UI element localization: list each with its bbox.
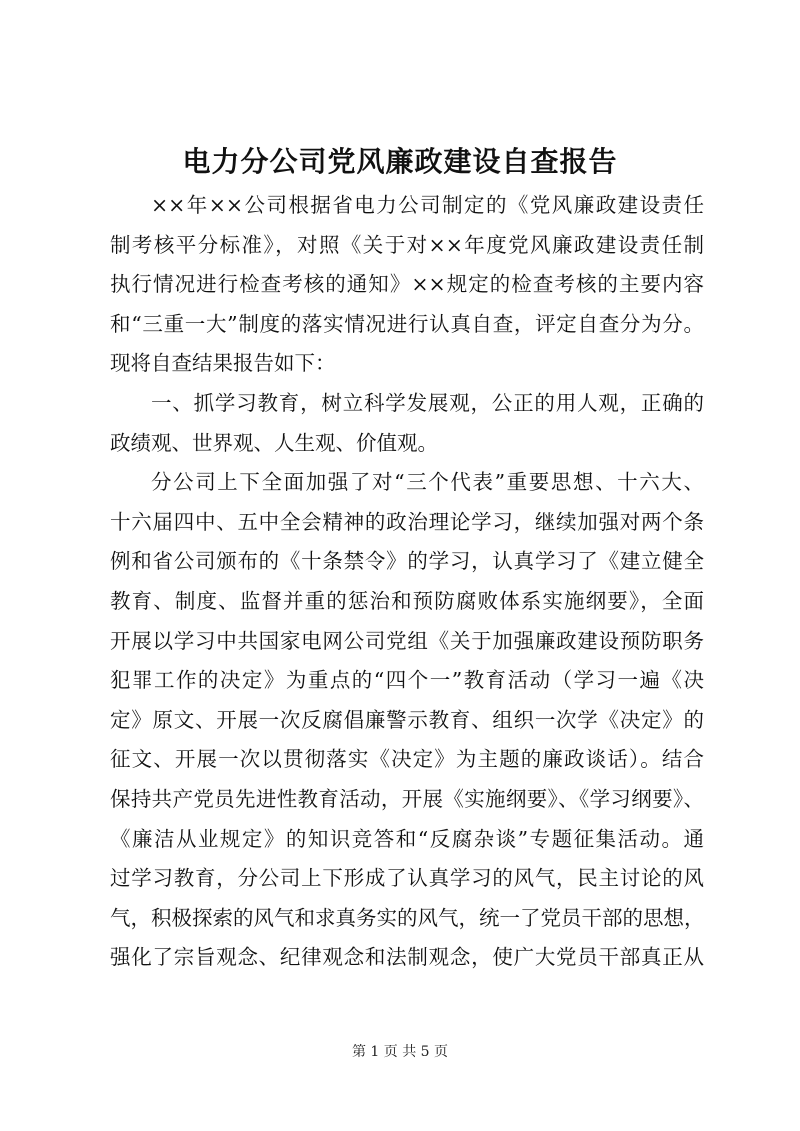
body-line: 犯罪工作的决定》为重点的“四个一”教育活动（学习一遍《决 bbox=[110, 668, 704, 693]
body-line: ××年××公司根据省电力公司制定的《党风廉政建设责任 bbox=[151, 193, 704, 217]
body-line: 强化了宗旨观念、纪律观念和法制观念，使广大党员干部真正从 bbox=[110, 945, 704, 970]
body-line: 十六届四中、五中全会精神的政治理论学习，继续加强对两个条 bbox=[110, 509, 704, 534]
document-body bbox=[110, 186, 704, 978]
body-line: 现将自查结果报告如下： bbox=[110, 351, 336, 376]
body-line: 过学习教育，分公司上下形成了认真学习的风气，民主讨论的风 bbox=[110, 866, 704, 891]
body-line: 制考核平分标准》，对照《关于对××年度党风廉政建设责任制 bbox=[110, 232, 704, 257]
document-title: 电力分公司党风廉政建设自查报告 bbox=[182, 145, 618, 178]
body-line: 开展以学习中共国家电网公司党组《关于加强廉政建设预防职务 bbox=[110, 628, 704, 653]
body-line: 教育、制度、监督并重的惩治和预防腐败体系实施纲要》，全面 bbox=[110, 588, 704, 613]
body-line: 气，积极探索的风气和求真务实的风气，统一了党员干部的思想， bbox=[110, 905, 705, 930]
body-line: 保持共产党员先进性教育活动，开展《实施纲要》、《学习纲要》、 bbox=[110, 786, 704, 811]
body-line: 执行情况进行检查考核的通知》××规定的检查考核的主要内容 bbox=[110, 272, 704, 297]
body-line: 一、抓学习教育，树立科学发展观，公正的用人观，正确的 bbox=[151, 390, 704, 415]
page-footer: 第 1 页 共 5 页 bbox=[351, 1044, 449, 1060]
body-line: 《廉洁从业规定》的知识竞答和“反腐杂谈”专题征集活动。通 bbox=[110, 826, 704, 851]
body-line: 例和省公司颁布的《十条禁令》的学习，认真学习了《建立健全 bbox=[110, 549, 704, 574]
body-line: 征文、开展一次以贯彻落实《决定》为主题的廉政谈话）。结合 bbox=[110, 747, 704, 772]
body-line: 政绩观、世界观、人生观、价值观。 bbox=[110, 430, 438, 455]
body-line: 分公司上下全面加强了对“三个代表”重要思想、十六大、 bbox=[151, 470, 704, 495]
body-line: 和“三重一大”制度的落实情况进行认真自查，评定自查分为分。 bbox=[110, 311, 704, 336]
body-line: 定》原文、开展一次反腐倡廉警示教育、组织一次学《决定》的 bbox=[110, 707, 704, 732]
